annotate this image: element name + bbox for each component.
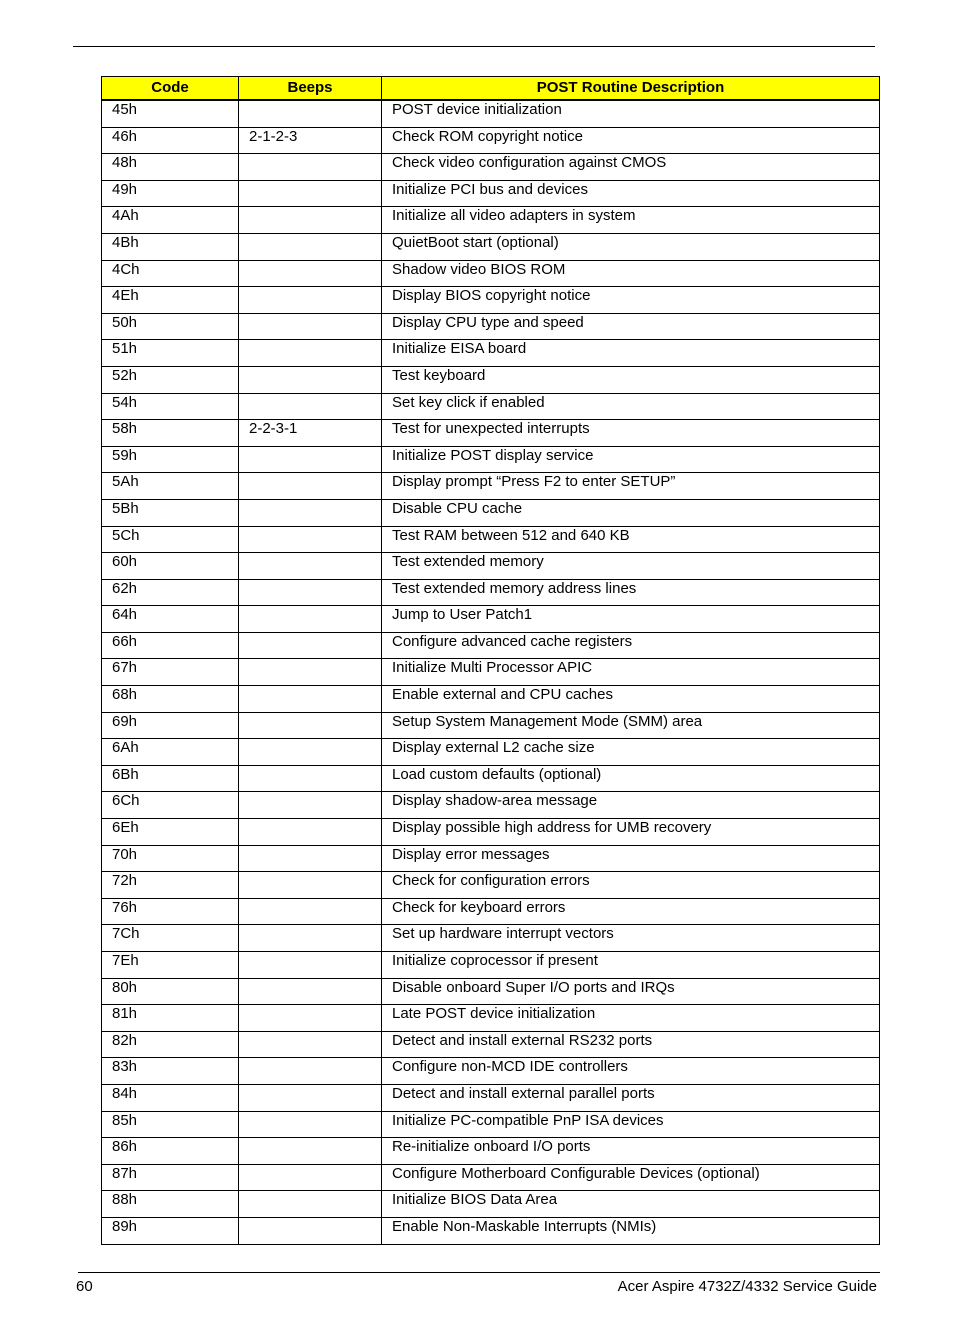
- cell-beeps: [239, 632, 382, 659]
- table-row: [102, 978, 880, 1005]
- cell-code: 6Eh: [102, 819, 239, 846]
- cell-description: Configure non-MCD IDE controllers: [382, 1058, 880, 1085]
- cell-code: 54h: [102, 393, 239, 420]
- table-row: [102, 792, 880, 819]
- cell-beeps: [239, 340, 382, 367]
- cell-beeps: [239, 473, 382, 500]
- cell-description: Test RAM between 512 and 640 KB: [382, 526, 880, 553]
- cell-description: Disable CPU cache: [382, 499, 880, 526]
- cell-beeps: [239, 499, 382, 526]
- cell-beeps: [239, 978, 382, 1005]
- cell-description: Setup System Management Mode (SMM) area: [382, 712, 880, 739]
- cell-beeps: [239, 579, 382, 606]
- table-row: [102, 287, 880, 314]
- cell-code: 70h: [102, 845, 239, 872]
- table-row: [102, 712, 880, 739]
- cell-description: Initialize POST display service: [382, 446, 880, 473]
- cell-code: 86h: [102, 1138, 239, 1165]
- table-row: [102, 313, 880, 340]
- column-header-beeps: Beeps: [239, 77, 382, 101]
- table-row: [102, 1005, 880, 1032]
- cell-beeps: [239, 872, 382, 899]
- column-header-code: Code: [102, 77, 239, 101]
- cell-description: Display shadow-area message: [382, 792, 880, 819]
- cell-beeps: [239, 1217, 382, 1244]
- cell-beeps: [239, 233, 382, 260]
- cell-code: 51h: [102, 340, 239, 367]
- cell-code: 4Eh: [102, 287, 239, 314]
- footer-rule: [78, 1272, 880, 1273]
- cell-beeps: [239, 100, 382, 127]
- table-row: [102, 366, 880, 393]
- table-row: [102, 446, 880, 473]
- cell-description: Display external L2 cache size: [382, 739, 880, 766]
- table-row: [102, 765, 880, 792]
- cell-description: Test for unexpected interrupts: [382, 420, 880, 447]
- cell-code: 88h: [102, 1191, 239, 1218]
- cell-description: Configure Motherboard Configurable Devices (optional): [382, 1164, 880, 1191]
- cell-description: Initialize EISA board: [382, 340, 880, 367]
- cell-code: 89h: [102, 1217, 239, 1244]
- cell-beeps: [239, 712, 382, 739]
- cell-code: 83h: [102, 1058, 239, 1085]
- cell-code: 62h: [102, 579, 239, 606]
- cell-code: 68h: [102, 686, 239, 713]
- cell-code: 45h: [102, 100, 239, 127]
- cell-code: 48h: [102, 154, 239, 181]
- cell-beeps: [239, 819, 382, 846]
- table-row: [102, 154, 880, 181]
- cell-description: Display prompt “Press F2 to enter SETUP”: [382, 473, 880, 500]
- table-row: [102, 925, 880, 952]
- header-rule: [73, 46, 875, 47]
- cell-description: Display BIOS copyright notice: [382, 287, 880, 314]
- cell-beeps: [239, 1138, 382, 1165]
- cell-code: 49h: [102, 180, 239, 207]
- cell-beeps: [239, 1084, 382, 1111]
- cell-code: 4Ch: [102, 260, 239, 287]
- table-row: [102, 1111, 880, 1138]
- table-row: [102, 952, 880, 979]
- cell-beeps: [239, 659, 382, 686]
- cell-code: 72h: [102, 872, 239, 899]
- table-row: [102, 1191, 880, 1218]
- cell-code: 6Ah: [102, 739, 239, 766]
- table-row: [102, 393, 880, 420]
- cell-code: 87h: [102, 1164, 239, 1191]
- cell-beeps: [239, 1031, 382, 1058]
- table-row: [102, 1217, 880, 1244]
- table-body: [102, 100, 880, 1244]
- cell-beeps: [239, 446, 382, 473]
- cell-code: 50h: [102, 313, 239, 340]
- cell-description: Check ROM copyright notice: [382, 127, 880, 154]
- cell-code: 5Bh: [102, 499, 239, 526]
- cell-beeps: [239, 260, 382, 287]
- cell-description: POST device initialization: [382, 100, 880, 127]
- cell-code: 69h: [102, 712, 239, 739]
- cell-description: Disable onboard Super I/O ports and IRQs: [382, 978, 880, 1005]
- cell-description: Re-initialize onboard I/O ports: [382, 1138, 880, 1165]
- cell-description: Check for keyboard errors: [382, 898, 880, 925]
- table-row: [102, 872, 880, 899]
- cell-code: 64h: [102, 606, 239, 633]
- cell-beeps: [239, 366, 382, 393]
- cell-description: Load custom defaults (optional): [382, 765, 880, 792]
- post-codes-table: [101, 76, 880, 1245]
- cell-beeps: [239, 606, 382, 633]
- table-row: [102, 1164, 880, 1191]
- table-row: [102, 207, 880, 234]
- cell-code: 5Ah: [102, 473, 239, 500]
- cell-code: 85h: [102, 1111, 239, 1138]
- table-row: [102, 1031, 880, 1058]
- cell-beeps: [239, 845, 382, 872]
- table-row: [102, 100, 880, 127]
- cell-beeps: [239, 1005, 382, 1032]
- cell-description: Test extended memory: [382, 553, 880, 580]
- cell-code: 76h: [102, 898, 239, 925]
- cell-beeps: [239, 313, 382, 340]
- cell-code: 6Ch: [102, 792, 239, 819]
- cell-code: 6Bh: [102, 765, 239, 792]
- column-header-description: POST Routine Description: [382, 77, 880, 101]
- cell-beeps: [239, 1058, 382, 1085]
- table-row: [102, 659, 880, 686]
- cell-description: Configure advanced cache registers: [382, 632, 880, 659]
- cell-code: 80h: [102, 978, 239, 1005]
- cell-description: Test extended memory address lines: [382, 579, 880, 606]
- table-row: [102, 1138, 880, 1165]
- cell-code: 59h: [102, 446, 239, 473]
- table-header-row: [102, 77, 880, 101]
- cell-beeps: [239, 898, 382, 925]
- cell-code: 4Bh: [102, 233, 239, 260]
- table-row: [102, 233, 880, 260]
- cell-description: Initialize coprocessor if present: [382, 952, 880, 979]
- cell-description: Set key click if enabled: [382, 393, 880, 420]
- table-row: [102, 606, 880, 633]
- cell-code: 66h: [102, 632, 239, 659]
- cell-beeps: [239, 207, 382, 234]
- cell-description: Detect and install external parallel ports: [382, 1084, 880, 1111]
- cell-code: 7Ch: [102, 925, 239, 952]
- table-row: [102, 819, 880, 846]
- cell-code: 58h: [102, 420, 239, 447]
- cell-beeps: 2-1-2-3: [239, 127, 382, 154]
- table-row: [102, 420, 880, 447]
- table-row: [102, 1084, 880, 1111]
- cell-beeps: [239, 952, 382, 979]
- table-row: [102, 553, 880, 580]
- cell-beeps: [239, 553, 382, 580]
- cell-description: Initialize PCI bus and devices: [382, 180, 880, 207]
- cell-beeps: [239, 739, 382, 766]
- cell-description: Late POST device initialization: [382, 1005, 880, 1032]
- page-number: 60: [76, 1278, 93, 1295]
- table-row: [102, 898, 880, 925]
- cell-code: 82h: [102, 1031, 239, 1058]
- cell-description: Shadow video BIOS ROM: [382, 260, 880, 287]
- cell-beeps: [239, 1164, 382, 1191]
- table-row: [102, 340, 880, 367]
- cell-beeps: [239, 1111, 382, 1138]
- cell-description: Initialize PC-compatible PnP ISA devices: [382, 1111, 880, 1138]
- table-row: [102, 632, 880, 659]
- cell-code: 52h: [102, 366, 239, 393]
- cell-description: Enable Non-Maskable Interrupts (NMIs): [382, 1217, 880, 1244]
- cell-description: Display CPU type and speed: [382, 313, 880, 340]
- cell-beeps: [239, 1191, 382, 1218]
- cell-code: 46h: [102, 127, 239, 154]
- cell-code: 7Eh: [102, 952, 239, 979]
- cell-code: 60h: [102, 553, 239, 580]
- table-row: [102, 180, 880, 207]
- cell-description: Check video configuration against CMOS: [382, 154, 880, 181]
- cell-code: 84h: [102, 1084, 239, 1111]
- table-row: [102, 473, 880, 500]
- cell-description: Test keyboard: [382, 366, 880, 393]
- cell-beeps: [239, 154, 382, 181]
- cell-description: Initialize BIOS Data Area: [382, 1191, 880, 1218]
- cell-beeps: [239, 287, 382, 314]
- cell-description: Set up hardware interrupt vectors: [382, 925, 880, 952]
- table-row: [102, 739, 880, 766]
- cell-description: Detect and install external RS232 ports: [382, 1031, 880, 1058]
- table-row: [102, 526, 880, 553]
- cell-beeps: [239, 686, 382, 713]
- table-row: [102, 1058, 880, 1085]
- cell-code: 81h: [102, 1005, 239, 1032]
- cell-description: Initialize all video adapters in system: [382, 207, 880, 234]
- table-row: [102, 499, 880, 526]
- table-row: [102, 579, 880, 606]
- cell-code: 67h: [102, 659, 239, 686]
- table-row: [102, 845, 880, 872]
- table-row: [102, 127, 880, 154]
- cell-description: Display error messages: [382, 845, 880, 872]
- cell-description: Check for configuration errors: [382, 872, 880, 899]
- cell-beeps: [239, 792, 382, 819]
- cell-description: QuietBoot start (optional): [382, 233, 880, 260]
- cell-beeps: [239, 393, 382, 420]
- table-row: [102, 686, 880, 713]
- cell-code: 5Ch: [102, 526, 239, 553]
- cell-description: Enable external and CPU caches: [382, 686, 880, 713]
- cell-beeps: [239, 526, 382, 553]
- cell-description: Jump to User Patch1: [382, 606, 880, 633]
- cell-beeps: [239, 180, 382, 207]
- cell-beeps: [239, 925, 382, 952]
- cell-description: Initialize Multi Processor APIC: [382, 659, 880, 686]
- table-row: [102, 260, 880, 287]
- cell-beeps: [239, 765, 382, 792]
- cell-code: 4Ah: [102, 207, 239, 234]
- guide-title: Acer Aspire 4732Z/4332 Service Guide: [617, 1278, 877, 1295]
- cell-description: Display possible high address for UMB recovery: [382, 819, 880, 846]
- cell-beeps: 2-2-3-1: [239, 420, 382, 447]
